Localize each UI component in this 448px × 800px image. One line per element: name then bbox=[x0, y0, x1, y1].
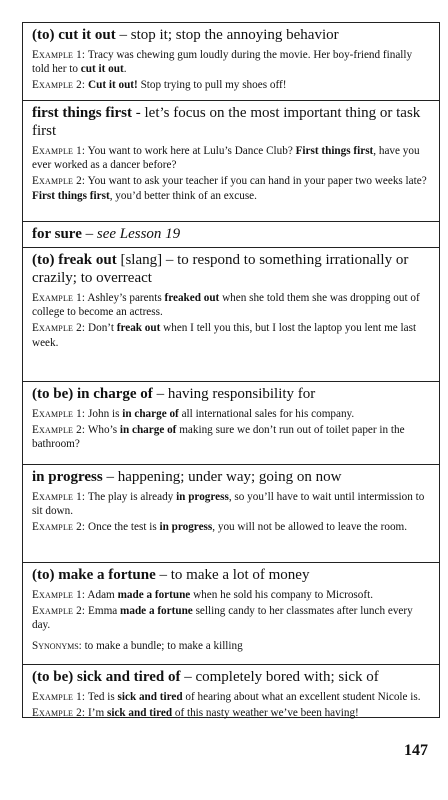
page-number: 147 bbox=[404, 742, 428, 759]
definition: completely bored with; sick of bbox=[195, 669, 379, 685]
headword: (to) make a fortune bbox=[32, 567, 156, 583]
example-1: Example 1: Ted is sick and tired of hearing about what an excellent student Nicole is. bbox=[32, 691, 421, 703]
headword-line: (to be) sick and tired of – completely bored with; sick of bbox=[32, 669, 379, 685]
entry-sick-and-tired-of bbox=[23, 664, 439, 720]
headword-line: (to be) in charge of – having responsibility for bbox=[32, 386, 316, 402]
headword-line: in progress – happening; under way; going on now bbox=[32, 469, 342, 485]
headword: (to) freak out bbox=[32, 252, 117, 268]
example-2: Example 2: Cut it out! Stop trying to pull my shoes off! bbox=[32, 79, 287, 92]
cross-reference: see Lesson 19 bbox=[96, 226, 181, 242]
idiom-box bbox=[22, 22, 440, 718]
example-2: Example 2: I’m sick and tired of this nasty weather we’ve been having! bbox=[32, 707, 359, 720]
headword-line: (to) freak out [slang] – to respond to something irrationally or crazily; to overreact bbox=[32, 252, 409, 286]
definition: to respond to something irrationally or crazily; to overreact bbox=[32, 252, 409, 286]
definition: happening; under way; going on now bbox=[117, 469, 342, 485]
entry-in-progress bbox=[23, 464, 439, 562]
headword: (to be) sick and tired of bbox=[32, 669, 181, 685]
example-2: Example 2: Don’t freak out when I tell you this, but I lost the laptop you lent me last week. bbox=[32, 322, 417, 349]
definition: to make a lot of money bbox=[170, 567, 310, 583]
definition: let’s focus on the most important thing or task first bbox=[32, 105, 421, 139]
example-1: Example 1: You want to work here at Lulu’s Dance Club? First things first, have you ever worked as a dancer before? bbox=[32, 145, 420, 172]
example-2: Example 2: Who’s in charge of making sure we don’t run out of toilet paper in the bathroom? bbox=[32, 424, 405, 451]
headword: (to) cut it out bbox=[32, 27, 116, 43]
definition: having responsibility for bbox=[167, 386, 316, 402]
example-2: Example 2: You want to ask your teacher if you can hand in your paper two weeks late? First things first, you’d better think of an excuse. bbox=[32, 175, 427, 202]
headword-line: (to) make a fortune – to make a lot of money bbox=[32, 567, 310, 583]
usage-label: [slang] bbox=[120, 252, 163, 268]
headword-line: first things first - let’s focus on the most important thing or task first bbox=[32, 105, 421, 139]
definition: stop it; stop the annoying behavior bbox=[130, 27, 339, 43]
example-1: Example 1: Tracy was chewing gum loudly during the movie. Her boy-friend finally told her to cut it out. bbox=[32, 49, 413, 76]
entry-cut-it-out bbox=[23, 23, 439, 100]
headword: first things first bbox=[32, 105, 132, 121]
headword-line: for sure – see Lesson 19 bbox=[32, 226, 181, 242]
headword: (to be) in charge of bbox=[32, 386, 153, 402]
entry-make-a-fortune bbox=[23, 562, 439, 664]
headword: in progress bbox=[32, 469, 103, 485]
example-1: Example 1: John is in charge of all international sales for his company. bbox=[32, 408, 355, 420]
example-1: Example 1: The play is already in progress, so you’ll have to wait until intermission to sit down. bbox=[32, 491, 425, 518]
example-2: Example 2: Once the test is in progress, you will not be allowed to leave the room. bbox=[32, 521, 408, 534]
entry-in-charge-of bbox=[23, 381, 439, 464]
entry-first-things-first bbox=[23, 100, 439, 221]
entry-for-sure bbox=[23, 221, 439, 247]
entry-freak-out bbox=[23, 247, 439, 381]
headword-line: (to) cut it out – stop it; stop the annoying behavior bbox=[32, 27, 339, 43]
example-1: Example 1: Adam made a fortune when he sold his company to Microsoft. bbox=[32, 589, 373, 601]
example-1: Example 1: Ashley’s parents freaked out when she told them she was dropping out of college to become an actress. bbox=[32, 292, 420, 319]
synonyms: Synonyms: to make a bundle; to make a killing bbox=[32, 639, 243, 652]
example-2: Example 2: Emma made a fortune selling candy to her classmates after lunch every day. bbox=[32, 605, 413, 632]
headword: for sure bbox=[32, 226, 82, 242]
